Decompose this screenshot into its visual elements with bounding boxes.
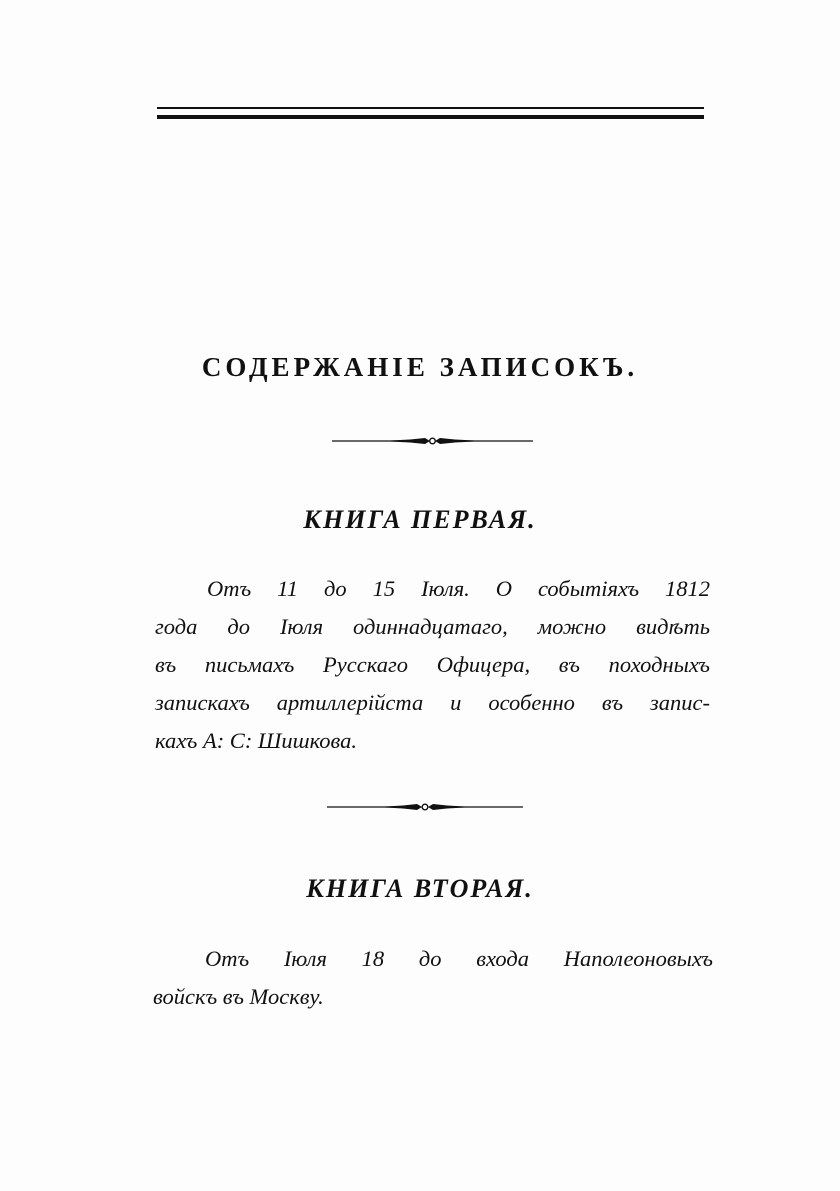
page-title: СОДЕРЖАНІЕ ЗАПИСОКЪ. bbox=[201, 352, 639, 382]
ornament-divider bbox=[325, 800, 525, 814]
book-one-heading: КНИГА ПЕРВАЯ. bbox=[303, 505, 537, 534]
book-one-line: въ письмахъ Русскаго Офицера, въ походныхъ bbox=[155, 652, 710, 677]
book-two-line: Отъ Іюля 18 до входа Наполеоновыхъ bbox=[205, 946, 713, 971]
ornament-divider bbox=[330, 434, 535, 448]
book-one-line: кахъ А: С: Шишкова. bbox=[155, 728, 358, 753]
book-two-heading: КНИГА ВТОРАЯ. bbox=[306, 874, 534, 903]
book-two-line: войскъ въ Москву. bbox=[153, 984, 324, 1009]
ornament-divider-icon bbox=[330, 434, 535, 448]
book-one-line: запискахъ артиллерійста и особенно въ запис- bbox=[155, 690, 710, 715]
book-one-line: года до Іюля одиннадцатаго, можно видѣть bbox=[155, 614, 710, 639]
book-one-summary bbox=[155, 570, 710, 760]
book-two-summary bbox=[153, 940, 713, 1016]
book-one-line: Отъ 11 до 15 Іюля. О событіяхъ 1812 bbox=[207, 576, 710, 601]
rule-thick-line bbox=[157, 115, 704, 119]
top-double-rule bbox=[157, 107, 704, 121]
ornament-divider-icon bbox=[325, 800, 525, 814]
rule-thin-line bbox=[157, 107, 704, 109]
